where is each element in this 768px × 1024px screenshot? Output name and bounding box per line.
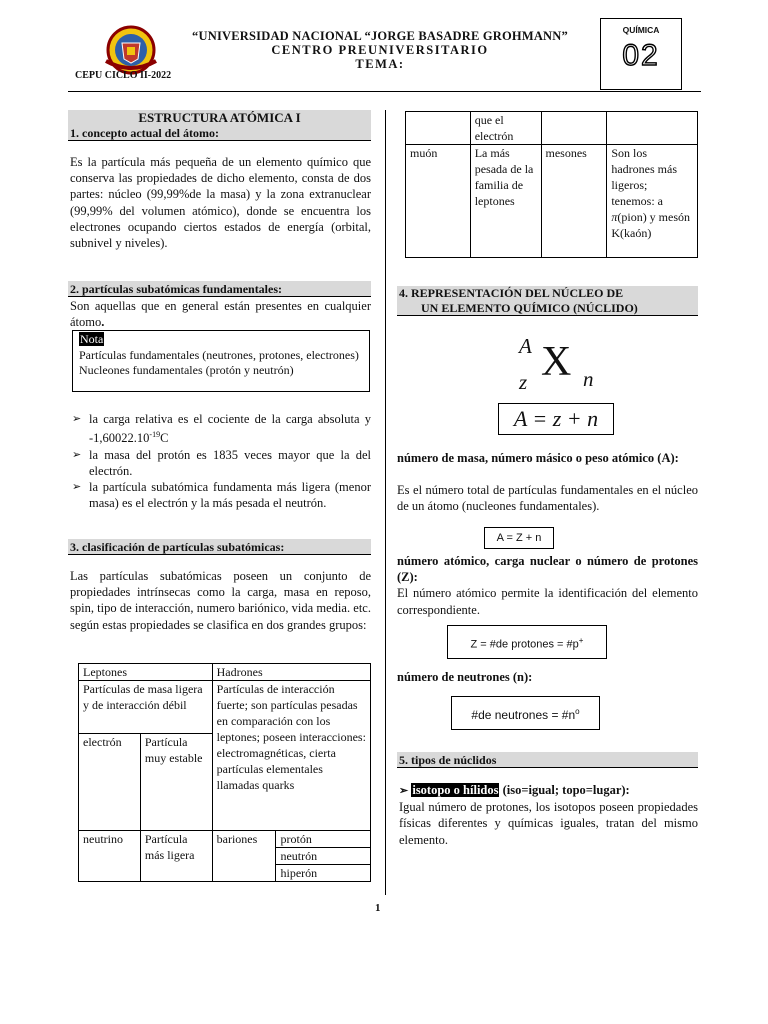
nuclide-mass-number: A <box>519 334 532 358</box>
section-3-text: Las partículas subatómicas poseen un conjunto de propiedades intrínsecas como la carga, masa en reposo, spin, tipo de interacción, numero bariónico, vida media. etc. según estas propiedades se clasifica en dos grandes grupos: <box>70 569 371 632</box>
bullet-item: ➢ la partícula subatómica fundamenta más ligera (menor masa) es el electrón y la más pesada el neutrón. <box>72 479 371 511</box>
def-a-text: Es el número total de partículas fundamentales en el núcleo de un átomo (nucleones fundamentales). <box>397 483 698 514</box>
classification-table-continued <box>405 111 698 258</box>
column-divider <box>385 110 386 895</box>
section-4-heading: 4. REPRESENTACIÓN DEL NÚCLEO DE UN ELEMENTO QUÍMICO (NÚCLIDO) <box>397 286 698 316</box>
university-logo <box>100 25 162 75</box>
nuclide-symbol: X <box>541 339 572 385</box>
bullet-list <box>72 411 371 511</box>
table-cont-empty <box>406 112 471 145</box>
table-header-hadrones: Hadrones <box>212 664 370 681</box>
pi-symbol: π <box>611 210 618 224</box>
formula-main: A = z + n <box>498 403 614 435</box>
formula-n: #de neutrones = $\#n^o$ <box>451 696 600 730</box>
isotope-text: Igual número de protones, los isotopos poseen propiedades físicas diferentes y químicas iguales, tratan del mismo elemento. <box>399 800 698 847</box>
section-2-heading: 2. partículas subatómicas fundamentales: <box>68 281 371 297</box>
leptones-description: Partículas de masa ligera y de interacción débil <box>79 681 213 734</box>
formula-a: A = Z + n <box>484 527 554 549</box>
nuclide-atomic-number: z <box>519 370 528 394</box>
table-cont-text: que el electrón <box>470 112 541 145</box>
tema-label: TEMA: <box>355 57 405 71</box>
neutrino-cell: neutrino <box>79 831 141 882</box>
bullet-item: ➢ la masa del protón es 1835 veces mayor que la del electrón. <box>72 447 371 478</box>
formula-z: Z = #de protones = #p+ <box>447 625 607 659</box>
nuclide-neutron-number: n <box>583 367 594 391</box>
nota-line-2: Nucleones fundamentales (protón y neutrón) <box>79 363 294 377</box>
mesones-cell: mesones <box>541 145 607 258</box>
subject-number: 02 <box>622 39 660 72</box>
def-a-heading: número de masa, número másico o peso atómico (A): <box>397 451 679 465</box>
def-n-heading: número de neutrones (n): <box>397 670 533 684</box>
section-2-text: Son aquellas que en general están presentes en cualquier átomo <box>70 299 371 330</box>
section-1-heading: 1. concepto actual del átomo: <box>70 126 219 140</box>
page-title: ESTRUCTURA ATÓMICA I <box>138 110 301 125</box>
section-5-heading: 5. tipos de núclidos <box>397 752 698 768</box>
def-z-text: El número atómico permite la identificación del elemento correspondiente. <box>397 586 698 617</box>
def-z-heading: número atómico, carga nuclear o número de protones (Z): <box>397 554 698 585</box>
arrow-bullet-icon: ➢ <box>72 480 82 493</box>
isotope-block <box>399 782 698 848</box>
section-1-text: Es la partícula más pequeña de un elemento químico que conserva las propiedades de dicho elemento, consta de dos partes: núcleo (99,99%de la masa) y la zona extranuclear (99,99% del volumen atómico), donde se encuentra los electrones ocupando ciertos estados de energía (orbital, subnivel y niveles). <box>70 155 371 251</box>
arrow-bullet-icon: ➢ <box>72 448 82 461</box>
muon-description: La más pesada de la familia de leptones <box>470 145 541 258</box>
university-name: “UNIVERSIDAD NACIONAL “JORGE BASADRE GROHMANN” <box>192 29 568 43</box>
arrow-bullet-icon: ➢ <box>72 413 82 425</box>
neutron-cell: neutrón <box>276 848 371 865</box>
cycle-label: CEPU CICLO II-2022 <box>75 70 172 81</box>
nota-box <box>72 330 370 392</box>
proton-cell: protón <box>276 831 371 848</box>
neutrino-description: Partícula más ligera <box>140 831 212 882</box>
isotope-label: isotopo o hílidos <box>412 783 499 797</box>
mesones-description: Son los hadrones más ligeros; tenemos: a π(pion) y mesón K(kaón) <box>607 145 698 258</box>
subject-box <box>600 18 682 90</box>
center-name: CENTRO PREUNIVERSITARIO <box>271 43 489 57</box>
section-2-period: . <box>101 315 105 330</box>
nota-line-1: Partículas fundamentales (neutrones, protones, electrones) <box>79 347 359 362</box>
section-2-body <box>70 298 371 330</box>
bariones-cell: bariones <box>212 831 276 882</box>
section-1-bar <box>68 110 371 141</box>
bullet-item: ➢ la carga relativa es el cociente de la carga absoluta y $-1,60022.10^{-19}C$ <box>72 412 371 446</box>
table-cont-empty <box>607 112 698 145</box>
def-n-block <box>397 669 698 685</box>
electron-cell: electrón <box>79 734 141 831</box>
def-z-block <box>397 553 698 618</box>
nota-label: Nota <box>80 332 104 346</box>
classification-table <box>78 663 371 882</box>
hadrones-description: Partículas de interacción fuerte; son partículas pesadas en comparación con los leptones; poseen interacciones: electromagnéticas, cierta partículas elementales llamadas quarks <box>212 681 370 831</box>
table-cont-empty <box>541 112 607 145</box>
electron-description: Partícula muy estable <box>140 734 212 831</box>
isotope-etymology: (iso=igual; topo=lugar): <box>499 783 630 797</box>
def-a-block <box>397 450 698 515</box>
header-divider <box>68 91 701 92</box>
muon-cell: muón <box>406 145 471 258</box>
hiperon-cell: hiperón <box>276 865 371 882</box>
page-number: 1 <box>375 902 381 914</box>
arrow-bullet-icon: ➢ <box>399 785 409 797</box>
subject-name: QUÍMICA <box>622 25 660 35</box>
section-1-body <box>70 154 371 251</box>
table-header-leptones: Leptones <box>79 664 213 681</box>
nuclide-notation <box>517 334 617 396</box>
section-3-heading: 3. clasificación de partículas subatómicas: <box>68 539 371 555</box>
section-3-body <box>70 568 371 633</box>
